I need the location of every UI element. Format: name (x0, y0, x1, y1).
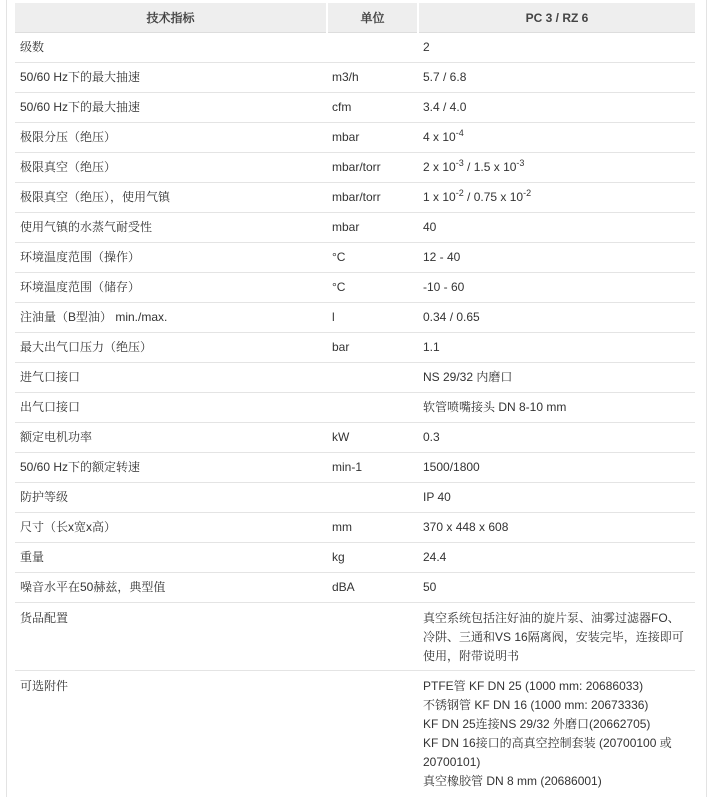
table-row (15, 273, 695, 303)
value-base: 4 x 10 (423, 130, 456, 144)
spec-label: 重量 (15, 543, 327, 573)
spec-unit (327, 363, 418, 393)
spec-value (418, 671, 695, 796)
value-exponent: -2 (523, 188, 532, 198)
value-exponent: -4 (455, 128, 464, 138)
spec-label: 出气口接口 (15, 393, 327, 423)
spec-value: 370 x 448 x 608 (418, 513, 695, 543)
value-line: KF DN 16接口的高真空控制套装 (20700100 或 (423, 736, 672, 750)
spec-label: 噪音水平在50赫兹，典型值 (15, 573, 327, 603)
spec-label: 环境温度范围（储存） (15, 273, 327, 303)
value-base: / 1.5 x 10 (463, 160, 517, 174)
table-row (15, 671, 695, 796)
spec-value: 40 (418, 213, 695, 243)
spec-value: 2 (418, 33, 695, 63)
spec-value: 软管喷嘴接头 DN 8-10 mm (418, 393, 695, 423)
table-row (15, 573, 695, 603)
value-exponent: -2 (455, 188, 464, 198)
value-base: 1 x 10 (423, 190, 456, 204)
table-row (15, 123, 695, 153)
spec-unit: cfm (327, 93, 418, 123)
spec-label: 极限真空（绝压） (15, 153, 327, 183)
spec-value (418, 153, 695, 183)
spec-unit: m3/h (327, 63, 418, 93)
spec-value: 50 (418, 573, 695, 603)
spec-label: 最大出气口压力（绝压） (15, 333, 327, 363)
spec-value: 1500/1800 (418, 453, 695, 483)
spec-label: 使用气镇的水蒸气耐受性 (15, 213, 327, 243)
table-row (15, 93, 695, 123)
spec-label: 50/60 Hz下的最大抽速 (15, 63, 327, 93)
spec-unit: mbar/torr (327, 153, 418, 183)
spec-value: NS 29/32 内磨口 (418, 363, 695, 393)
table-row (15, 153, 695, 183)
table-row (15, 543, 695, 573)
spec-value: 0.34 / 0.65 (418, 303, 695, 333)
table-row (15, 33, 695, 63)
spec-label: 货品配置 (15, 603, 327, 671)
value-line: 真空橡胶管 DN 8 mm (20686001) (423, 774, 602, 788)
table-row (15, 63, 695, 93)
spec-value: 24.4 (418, 543, 695, 573)
value-line: 真空系统包括注好油的旋片泵、油雾过滤器FO、 (423, 611, 680, 625)
spec-value: 12 - 40 (418, 243, 695, 273)
spec-value (418, 183, 695, 213)
value-exponent: -3 (516, 158, 525, 168)
spec-unit: mm (327, 513, 418, 543)
spec-unit (327, 483, 418, 513)
spec-unit: kg (327, 543, 418, 573)
table-row (15, 213, 695, 243)
value-line: 20700101) (423, 755, 481, 769)
spec-unit: mbar/torr (327, 183, 418, 213)
spec-unit (327, 33, 418, 63)
spec-unit: bar (327, 333, 418, 363)
spec-unit (327, 393, 418, 423)
spec-value: 0.3 (418, 423, 695, 453)
spec-value: 1.1 (418, 333, 695, 363)
spec-unit: mbar (327, 213, 418, 243)
spec-value (418, 603, 695, 671)
spec-label: 防护等级 (15, 483, 327, 513)
spec-label: 可选附件 (20, 679, 69, 693)
spec-value: -10 - 60 (418, 273, 695, 303)
spec-table (15, 3, 695, 795)
value-line: 冷阱、三通和VS 16隔离阀，安装完毕，连接即可 (423, 630, 684, 644)
value-base: / 0.75 x 10 (463, 190, 524, 204)
spec-label: 极限真空（绝压），使用气镇 (15, 183, 327, 213)
spec-unit: °C (327, 273, 418, 303)
spec-label: 50/60 Hz下的最大抽速 (15, 93, 327, 123)
spec-label: 50/60 Hz下的额定转速 (15, 453, 327, 483)
value-base: 2 x 10 (423, 160, 456, 174)
table-row (15, 423, 695, 453)
spec-unit: dBA (327, 573, 418, 603)
table-row (15, 483, 695, 513)
spec-unit: l (327, 303, 418, 333)
spec-label: 进气口接口 (15, 363, 327, 393)
spec-label: 级数 (15, 33, 327, 63)
value-exponent: -3 (455, 158, 464, 168)
table-row (15, 303, 695, 333)
table-row (15, 183, 695, 213)
value-line: 不锈钢管 KF DN 16 (1000 mm: 20673336) (423, 698, 649, 712)
spec-value (418, 123, 695, 153)
value-line: PTFE管 KF DN 25 (1000 mm: 20686033) (423, 679, 644, 693)
spec-unit (327, 603, 418, 671)
header-unit: 单位 (327, 3, 418, 33)
spec-label: 注油量（B型油） min./max. (15, 303, 327, 333)
spec-unit: °C (327, 243, 418, 273)
table-row (15, 363, 695, 393)
spec-label: 额定电机功率 (15, 423, 327, 453)
table-row (15, 453, 695, 483)
header-model: PC 3 / RZ 6 (418, 3, 695, 33)
spec-value: 5.7 / 6.8 (418, 63, 695, 93)
table-row (15, 393, 695, 423)
header-row (15, 3, 695, 33)
spec-unit: kW (327, 423, 418, 453)
value-line: KF DN 25连接NS 29/32 外磨口(20662705) (423, 717, 651, 731)
table-row (15, 243, 695, 273)
spec-label: 环境温度范围（操作） (15, 243, 327, 273)
spec-label: 极限分压（绝压） (15, 123, 327, 153)
value-line: 使用，附带说明书 (423, 649, 520, 663)
table-row (15, 513, 695, 543)
spec-value: IP 40 (418, 483, 695, 513)
header-spec: 技术指标 (15, 3, 327, 33)
table-row (15, 603, 695, 671)
spec-unit: min-1 (327, 453, 418, 483)
spec-unit (327, 671, 418, 796)
spec-value: 3.4 / 4.0 (418, 93, 695, 123)
spec-label: 尺寸（长x宽x高） (15, 513, 327, 543)
spec-unit: mbar (327, 123, 418, 153)
table-row (15, 333, 695, 363)
